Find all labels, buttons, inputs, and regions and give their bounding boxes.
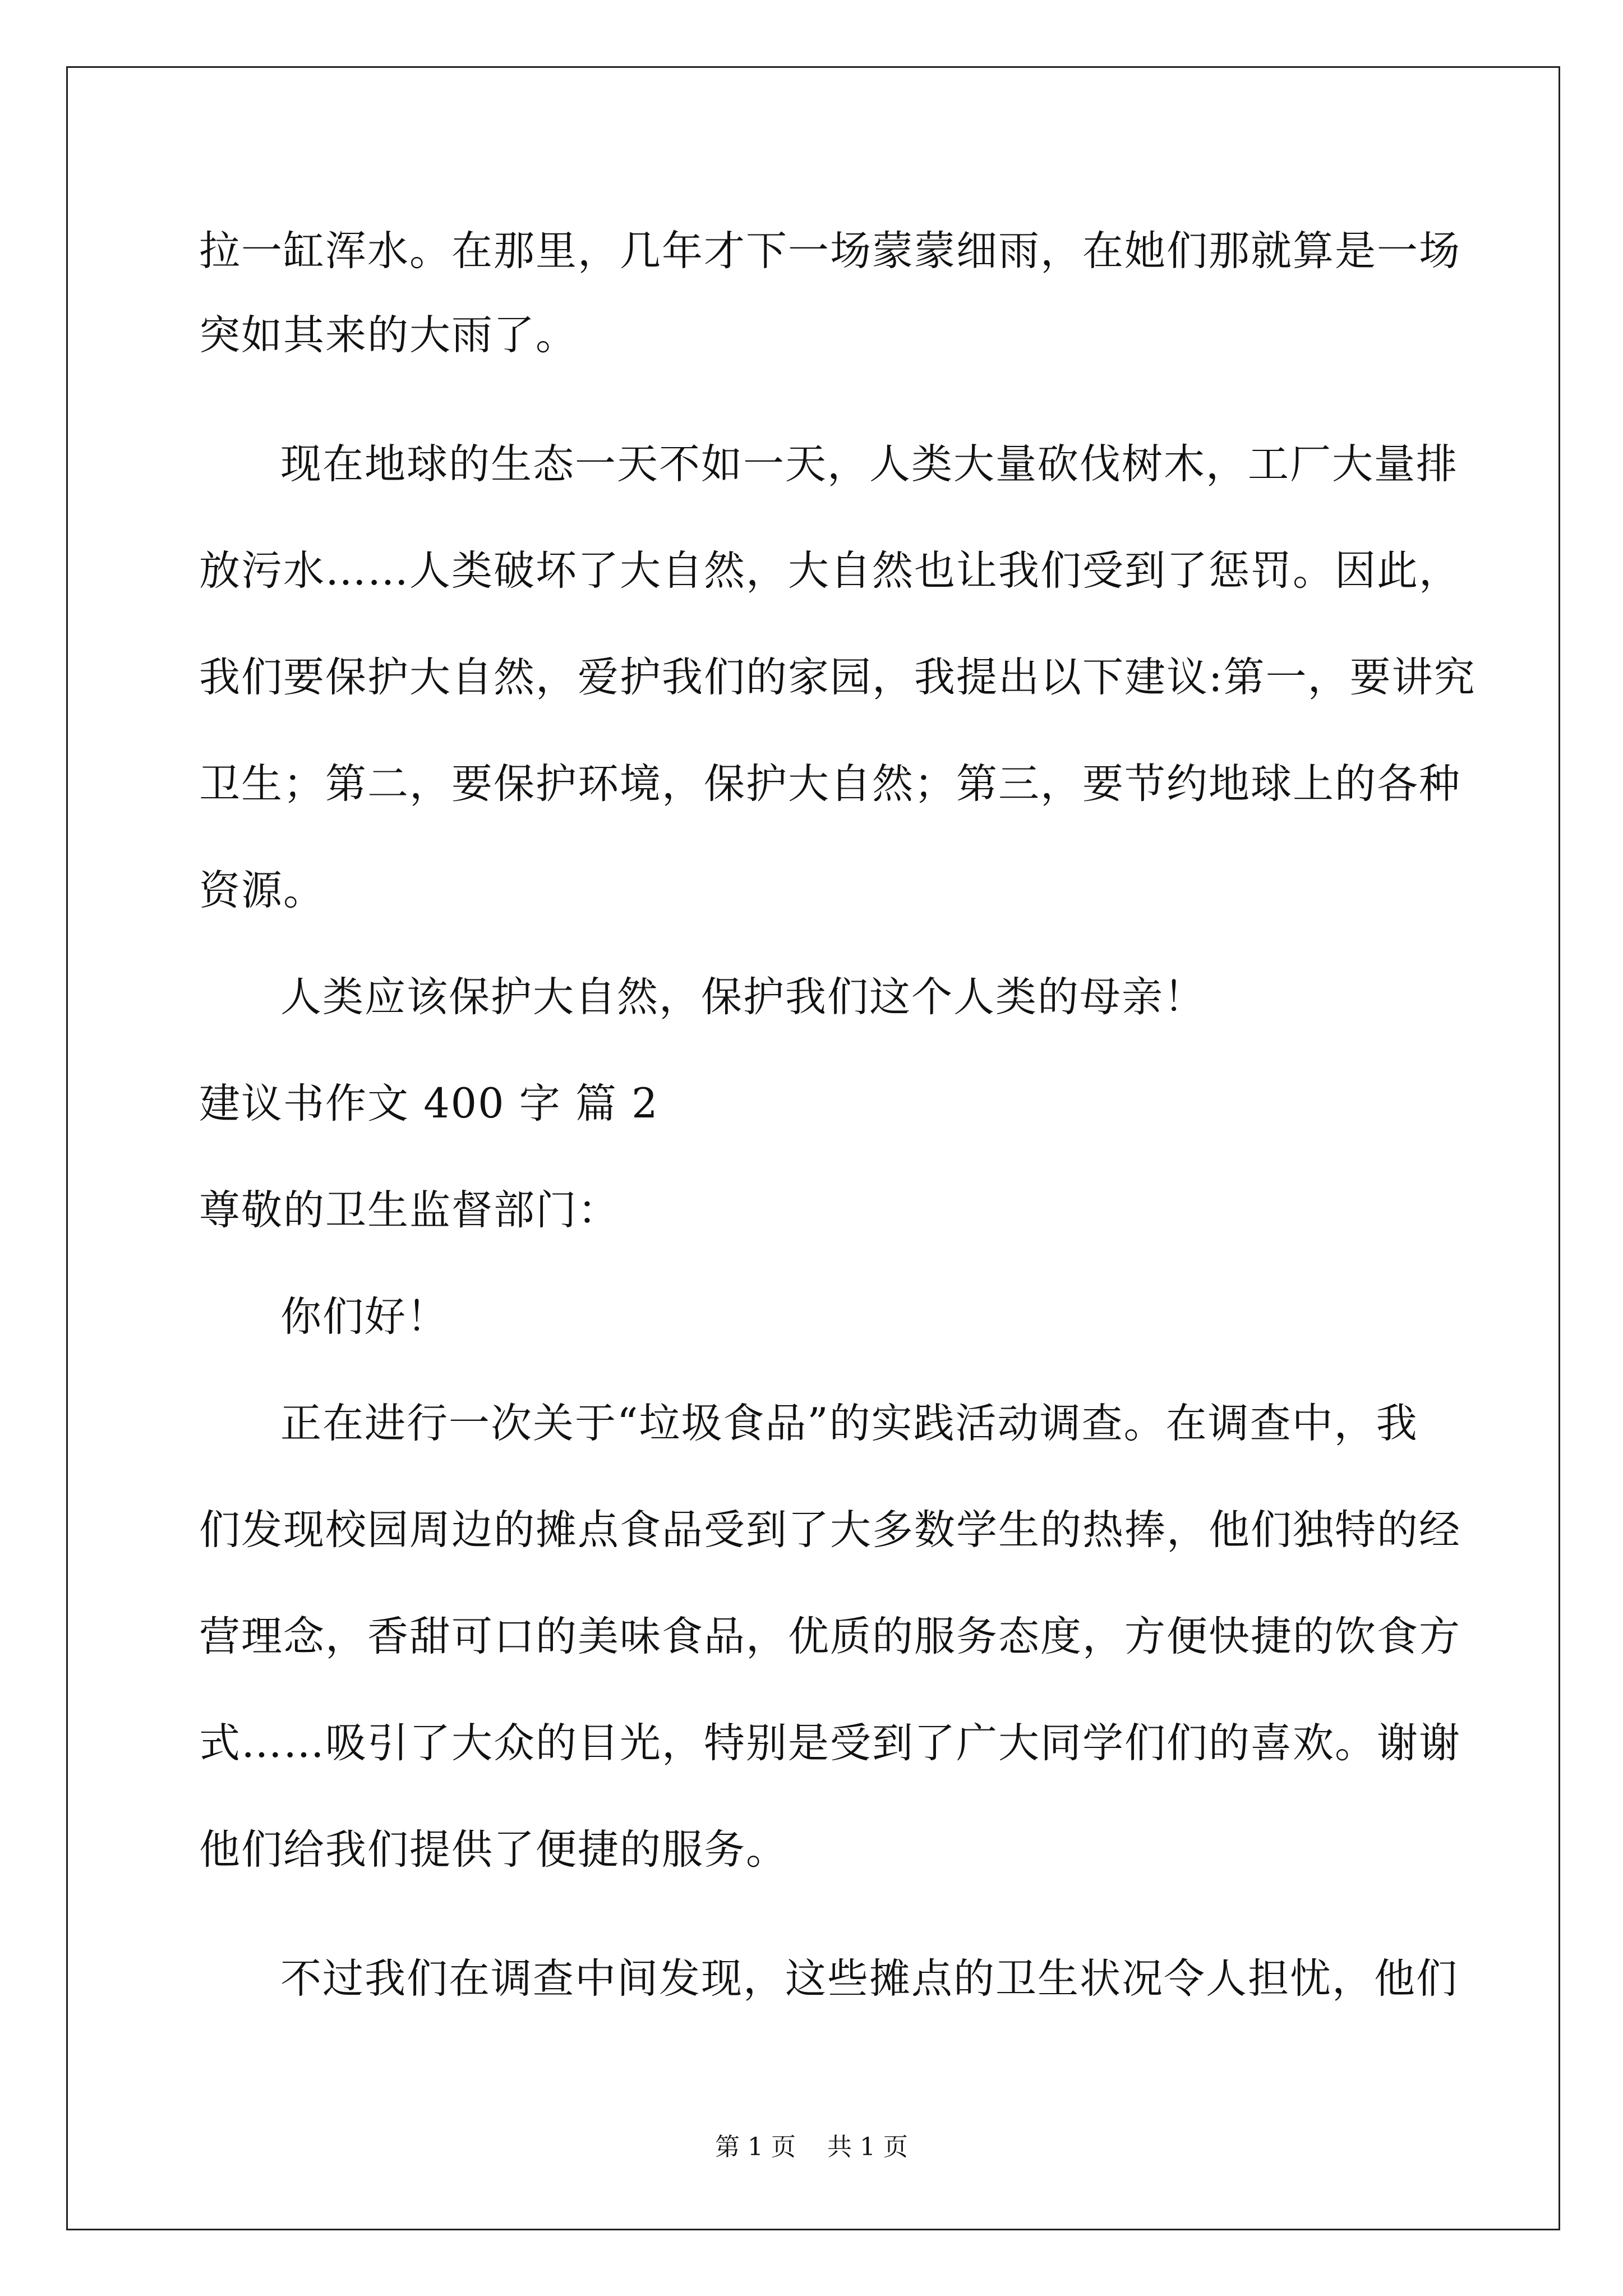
body-line-6: 卫生；第二，要保护环境，保护大自然；第三，要节约地球上的各种 [199, 760, 1461, 808]
section-heading: 建议书作文 400 字 篇 2 [199, 1080, 659, 1128]
body-line-16: 他们给我们提供了便捷的服务。 [199, 1826, 788, 1874]
body-line-12: 正在进行一次关于“垃圾食品”的实践活动调查。在调查中，我 [280, 1400, 1418, 1447]
body-line-17: 不过我们在调查中间发现，这些摊点的卫生状况令人担忧，他们 [280, 1955, 1458, 2003]
greeting: 你们好！ [280, 1293, 449, 1341]
body-line-15: 式……吸引了大众的目光，特别是受到了广大同学们们的喜欢。谢谢 [199, 1719, 1461, 1767]
body-line-4: 放污水……人类破坏了大自然，大自然也让我们受到了惩罚。因此， [199, 547, 1461, 595]
salutation: 尊敬的卫生监督部门： [199, 1186, 620, 1234]
body-line-13: 们发现校园周边的摊点食品受到了大多数学生的热捧，他们独特的经 [199, 1506, 1461, 1554]
body-line-7: 资源。 [199, 867, 325, 914]
body-line-8: 人类应该保护大自然，保护我们这个人类的母亲！ [280, 973, 1206, 1021]
body-line-1: 拉一缸浑水。在那里，几年才下一场蒙蒙细雨，在她们那就算是一场 [199, 227, 1461, 275]
body-line-14: 营理念，香甜可口的美味食品，优质的服务态度，方便快捷的饮食方 [199, 1613, 1461, 1660]
page-border [66, 66, 1560, 2230]
body-line-3: 现在地球的生态一天不如一天，人类大量砍伐树木，工厂大量排 [280, 440, 1458, 488]
page-footer: 第 1 页 共 1 页 [715, 2133, 908, 2161]
body-line-2: 突如其来的大雨了。 [199, 311, 578, 359]
body-line-5: 我们要保护大自然，爱护我们的家园，我提出以下建议:第一，要讲究 [199, 654, 1476, 701]
